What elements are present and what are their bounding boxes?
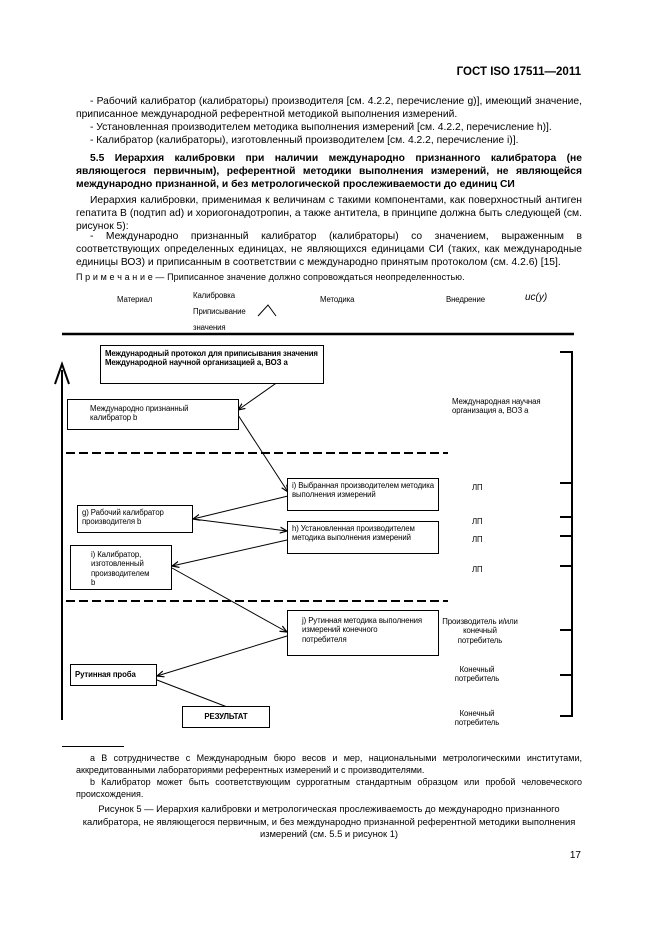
list-item-g: - Рабочий калибратор (калибраторы) производителя [см. 4.2.2, перечисление g)], имеющий значение, приписанное международной референтной методикой выполнения измерений. (76, 96, 582, 121)
footnote-divider (62, 746, 124, 747)
box-routine-sample: Рутинная проба (70, 664, 157, 686)
footnote-a: а В сотрудничестве с Международным бюро весов и мер, национальными метрологическими институтами, аккредитованными лабораториями референтных измерений и с производителями. (76, 753, 582, 775)
footnote-b: b Калибратор может быть соответствующим суррогатным стандартным образцом или пробой человеческого происхождения. (76, 777, 582, 799)
col-assignment: Приписывание (193, 307, 246, 316)
impl-lp: ЛП (472, 483, 483, 492)
box-working-calibrator: g) Рабочий калибратор производителя b (77, 505, 193, 533)
impl-lp: ЛП (472, 565, 483, 574)
impl-end-user: Конечный потребитель (454, 665, 500, 684)
note: П р и м е ч а н и е — Приписанное значение должно сопровождаться неопределенностью. (76, 272, 465, 282)
col-implementation: Внедрение (446, 295, 485, 304)
list-item-h: - Установленная производителем методика выполнения измерений [см. 4.2.2, перечисление h)]. (90, 122, 552, 133)
impl-lp: ЛП (472, 517, 483, 526)
paragraph: Иерархия калибровки, применимая к величинам с такими компонентами, как поверхностный антиген гепатита В (подтип ad) и хориогонадотропин, а также антитела, в принципе должна быть следующей (см. рисунок 5): (76, 195, 582, 233)
box-selected-method: i) Выбранная производителем методика выполнения измерений (287, 478, 439, 511)
list-item-i: - Калибратор (калибраторы), изготовленный производителем [см. 4.2.2, перечисление i)]. (90, 135, 519, 146)
col-uncertainty: uc(y) (525, 292, 548, 303)
box-protocol: Международный протокол для приписывания значения Международной научной организацией а, ВОЗ а (100, 345, 324, 384)
box-established-method: h) Установленная производителем методика выполнения измерений (287, 521, 439, 554)
col-calibration: Калибровка (193, 291, 235, 300)
box-product-calibrator: i) Калибратор, изготовленный производителем b (70, 545, 172, 590)
page-number: 17 (569, 850, 581, 861)
impl-lp: ЛП (472, 535, 483, 544)
col-method: Методика (320, 295, 355, 304)
impl-end-user: Конечный потребитель (454, 709, 500, 728)
box-result: РЕЗУЛЬТАТ (182, 706, 270, 728)
paragraph: - Международно признанный калибратор (калибраторы) со значением, выраженным в соответствующих определенных единицах, не являющихся единицами СИ (таких, как международные единицы ВОЗ) и приписанным в соответствии с международно принятым протоколом (см. 4.2.6) [15]. (76, 231, 582, 269)
impl-producer: Производитель и/или конечный потребитель (442, 617, 518, 645)
col-material: Материал (117, 295, 153, 304)
box-international-calibrator: Международно признанный калибратор b (67, 399, 239, 430)
standard-header: ГОСТ ISO 17511—2011 (456, 66, 581, 78)
figure-caption: Рисунок 5 — Иерархия калибровки и метрологическая прослеживаемость до международно признанного калибратора, не являющегося первичным, и без международно признанной референтной методики выполнения измерений (см. 5.5 и рисунок 1) (82, 803, 576, 839)
col-value: значения (193, 323, 226, 332)
box-routine-method: j) Рутинная методика выполнения измерений конечного потребителя (287, 610, 439, 656)
impl-international-org: Международная научная организация а, ВОЗ а (452, 397, 541, 416)
section-heading: 5.5 Иерархия калибровки при наличии международно признанного калибратора (не являющегося первичным), референтной методики выполнения измерений, не являющейся международно признанной, и без метрологической прослеживаемости до единиц СИ (76, 153, 582, 191)
